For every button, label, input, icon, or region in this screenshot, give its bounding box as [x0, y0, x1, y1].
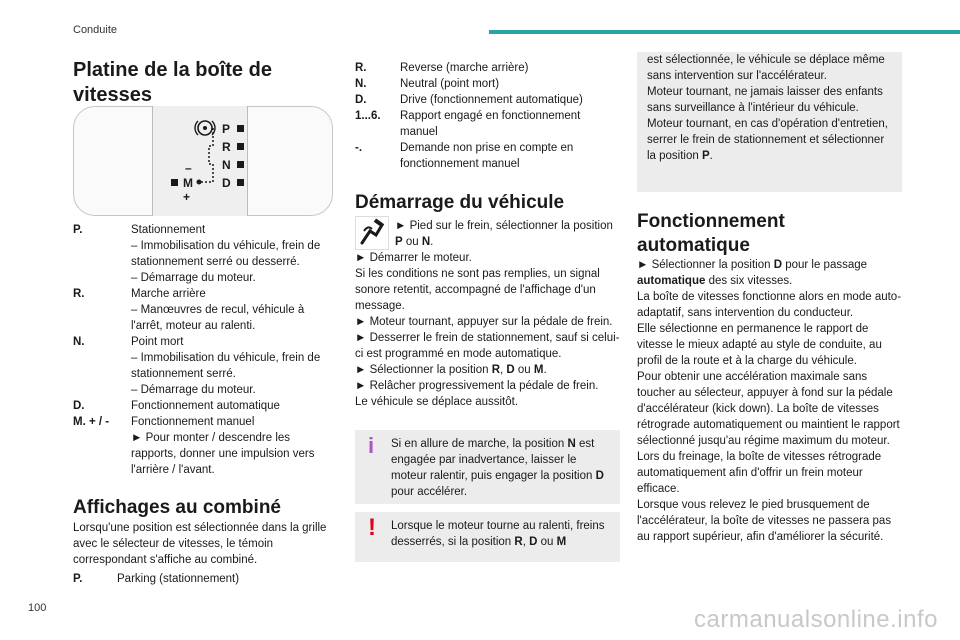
gear-positions-list: [73, 222, 335, 478]
gear-label-m: M: [183, 176, 193, 190]
list-item: P. Stationnement – Immobilisation du véhicule, frein de stationnement serré ou desserré. – Démarrage du moteur.: [73, 224, 321, 284]
indicator-n-icon: [237, 161, 244, 168]
indicator-p-icon: [237, 125, 244, 132]
chapter-title: Conduite: [73, 24, 118, 36]
foot-on-brake-icon: [355, 216, 389, 250]
list-item: R. Marche arrière – Manœuvres de recul, véhicule à l'arrêt, moteur au ralenti.: [73, 288, 305, 332]
indicator-r-icon: [237, 143, 244, 150]
indicator-m-icon: [171, 179, 178, 186]
info-note: i Si en allure de marche, la position N est engagée par inadvertance, laisser le moteur ralentir, puis engager la position D pour accélérer.: [355, 430, 620, 504]
list-item: M. + / - Fonctionnement manuel ► Pour monter / descendre les rapports, donner une impulsion vers l'arrière / l'avant.: [73, 416, 315, 476]
automatic-paragraphs: ► Sélectionner la position D pour le passage automatique des six vitesses. La boîte de vitesses fonctionne alors en mode auto-adaptatif, sans intervention du conducteur. Elle sélectionne en permanence le rapport de vitesse le mieux adapté au style de conduite, au profil de la route et à la charge du véhicule. Pour obtenir une accélération maximale sans toucher au sélecteur, appuyer à fond sur la pédale d'accélérateur (kick down). La boîte de vitesses rétrograde automatiquement ou maintient le rapport sélectionné jusqu'au régime maximum du moteur. Lors du freinage, la boîte de vitesses rétrograde automatiquement afin d'offrir un frein moteur efficace. Lorsque vous relevez le pied brusquement de l'accélérateur, la boîte de vitesses ne passera pas au rapport supérieur, afin d'améliorer la sécurité.: [637, 259, 902, 543]
list-item: D. Fonctionnement automatique: [73, 400, 280, 412]
warning-icon: !: [368, 514, 376, 541]
list-item: 1...6. Rapport engagé en fonctionnement manuel: [355, 110, 581, 138]
section-title-starting: Démarrage du véhicule: [355, 192, 565, 213]
watermark: carmanualsonline.info: [694, 606, 938, 633]
warning-note: ! Lorsque le moteur tourne au ralenti, freins desserrés, si la position R, D ou M: [355, 512, 620, 562]
warning-note-continued: est sélectionnée, le véhicule se déplace même sans intervention sur l'accélérateur. Moteur tournant, ne jamais laisser des enfants sans surveillance à l'intérieur du véhicule. Moteur tournant, en cas d'opération d'entretien, serrer le frein de stationnement et sélectionner la position P.: [637, 52, 902, 192]
list-item: N. Neutral (point mort): [355, 78, 500, 90]
list-item: R. Reverse (marche arrière): [355, 62, 529, 74]
list-item: P. Parking (stationnement): [73, 573, 240, 585]
gear-label-d: D: [222, 176, 231, 190]
gear-selector-plate: [152, 106, 248, 216]
start-steps: ► Démarrer le moteur. Si les conditions ne sont pas remplies, un signal sonore retentit, accompagné de l'affichage d'un message. ► Moteur tournant, appuyer sur la pédale de frein. ► Desserrer le frein de stationnement, sauf si celui-ci est programmé en mode automatique. ► Sélectionner la position R, D ou M. ► Relâcher progressivement la pédale de frein. Le véhicule se déplace aussitôt.: [355, 252, 620, 408]
start-step-1: ► Pied sur le frein, sélectionner la position P ou N.: [395, 220, 613, 248]
brake-pedal-icon: [195, 121, 215, 135]
indicator-d-icon: [237, 179, 244, 186]
display-paragraph: Lorsqu'une position est sélectionnée dans la grille avec le sélecteur de vitesses, le témoin correspondant s'affiche au combiné.: [73, 522, 327, 566]
section-title-gearbox: Platine de la boîte de vitesses: [73, 59, 272, 106]
gear-label-minus: –: [185, 161, 192, 175]
header-accent-bar: [489, 30, 960, 34]
gear-label-n: N: [222, 158, 231, 172]
list-item: D. Drive (fonctionnement automatique): [355, 94, 583, 106]
display-codes-list: [355, 60, 620, 172]
gear-label-r: R: [222, 140, 231, 154]
gear-label-plus: +: [183, 190, 191, 204]
gear-gate-path: [199, 128, 213, 182]
gear-label-p: P: [222, 122, 231, 136]
info-icon: i: [368, 433, 375, 458]
list-item: N. Point mort – Immobilisation du véhicule, frein de stationnement serré. – Démarrage du moteur.: [73, 336, 321, 396]
section-gearbox: [73, 58, 335, 108]
list-item: -. Demande non prise en compte en fonctionnement manuel: [355, 142, 574, 170]
section-title-automatic: Fonctionnement automatique: [637, 211, 785, 256]
gear-gate-diagram: [153, 106, 249, 216]
page-number: 100: [28, 602, 47, 614]
section-title-display: Affichages au combiné: [73, 497, 281, 518]
